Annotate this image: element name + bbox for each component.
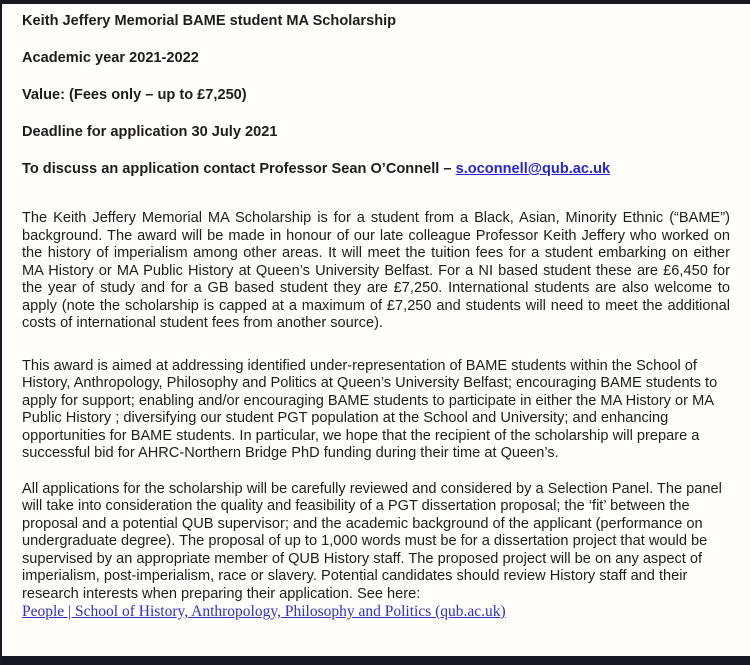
paragraph-scholarship-description: The Keith Jeffery Memorial MA Scholarship is for a student from a Black, Asian, Minority Ethnic (“BAME”) background. The award will be made in honour of our late colleague Professor Keith Jeffery who worked on the history of imperialism among other areas. It will meet the tuition fees for a student embarking on either MA History or MA Public History at Queen’s University Belfast. For a NI based student these are £6,450 for the year of study and for a GB based student they are £7,250. International students are also welcome to apply (note the scholarship is capped at a maximum of £7,250 and students will need to meet the additional costs of international student fees from another source). [22, 210, 730, 331]
contact-line-text: To discuss an application contact Professor Sean O’Connell – [22, 161, 456, 177]
bottom-frame-bar [2, 656, 750, 665]
paragraph-award-aims: This award is aimed at addressing identified under-representation of BAME students within the School of History, Anthropology, Philosophy and Politics at Queen’s University Belfast; encouraging BAME students to apply for support; enabling and/or encouraging BAME students to participate in either the MA History or MA Public History ; diversifying our student PGT population at the School and University; and enhancing opportunities for BAME students. In particular, we hope that the recipient of the scholarship will prepare a successful bid for AHRC-Northern Bridge PhD funding during their time at Queen’s. [22, 357, 718, 461]
paragraph-application-process [22, 481, 730, 622]
deadline-line: Deadline for application 30 July 2021 [22, 124, 278, 140]
academic-year-line: Academic year 2021-2022 [22, 50, 199, 66]
people-page-link[interactable]: People | School of History, Anthropology, Philosophy and Politics (qub.ac.uk) [22, 603, 506, 620]
document-content [2, 4, 750, 622]
value-line: Value: (Fees only – up to £7,250) [22, 87, 247, 103]
contact-email-link[interactable]: s.oconnell@qub.ac.uk [455, 161, 611, 177]
contact-line [22, 161, 730, 178]
document-title: Keith Jeffery Memorial BAME student MA Scholarship [22, 13, 397, 29]
paragraph-application-process-text: All applications for the scholarship will be carefully reviewed and considered by a Selection Panel. The panel will take into consideration the quality and feasibility of a PGT dissertation proposal; the ‘fit’ between the proposal and a potential QUB supervisor; and the academic background of the applicant (performance on undergraduate degree). The proposal of up to 1,000 words must be for a dissertation project that would be supervised by an appropriate member of QUB History staff. The proposed project will be on any aspect of imperialism, post-imperialism, race or slavery. Potential candidates should review History staff and their research interests when preparing their application. See here: [22, 480, 722, 602]
